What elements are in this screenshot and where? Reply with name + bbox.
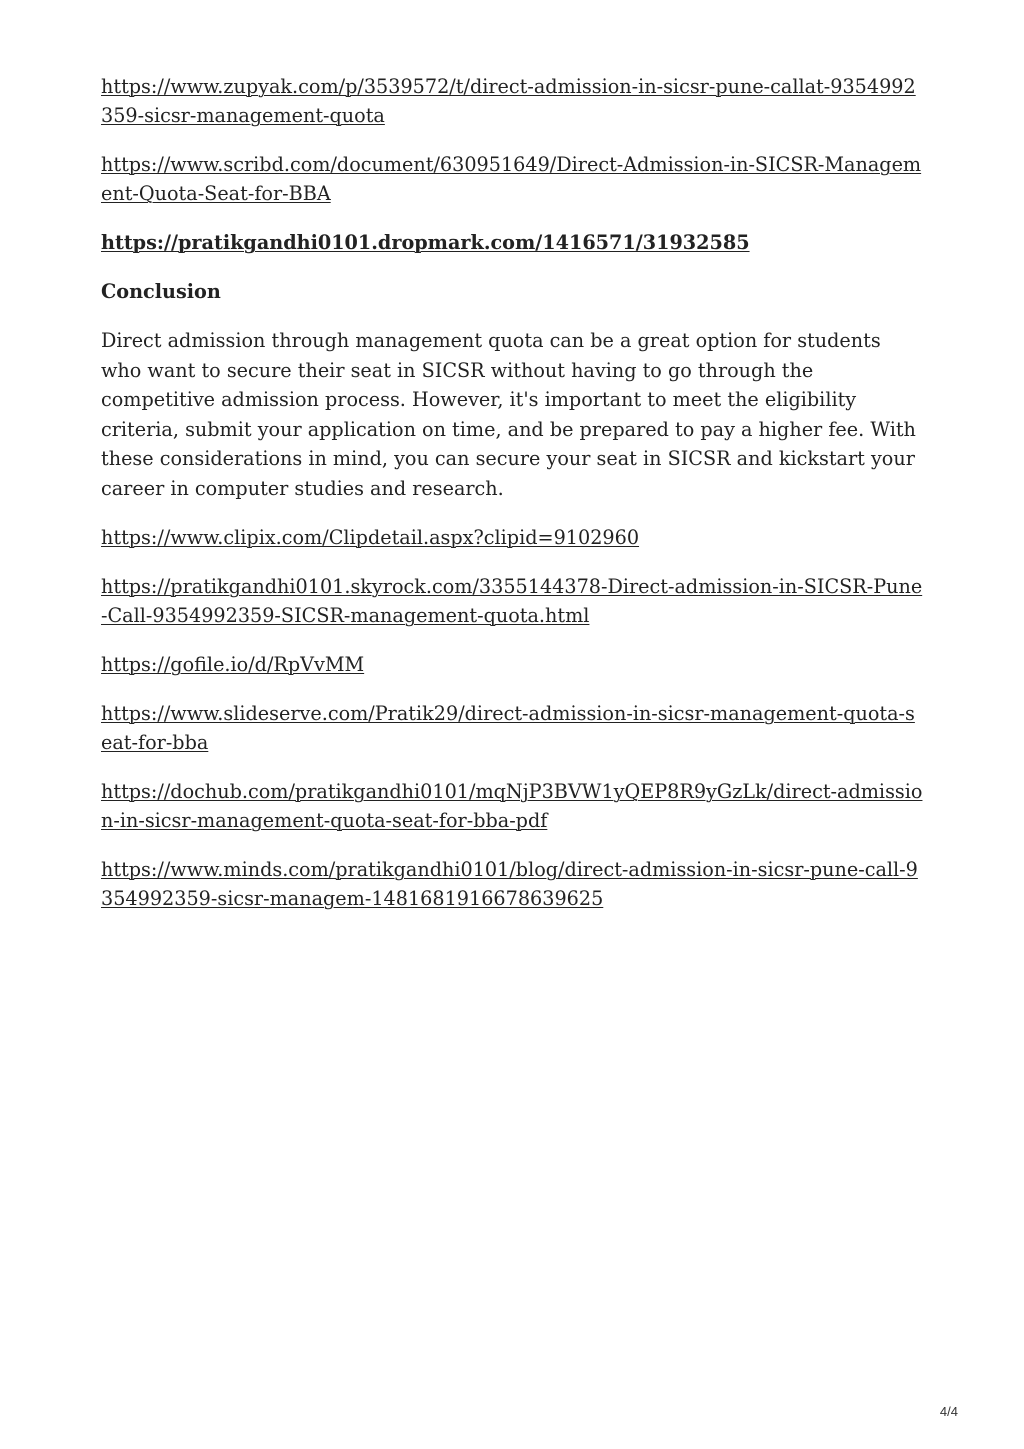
- paragraph-link-skyrock: [101, 572, 923, 630]
- paragraph-link-gofile: [101, 650, 923, 679]
- conclusion-body: Direct admission through management quota can be a great option for students who want to secure their seat in SICSR without having to go through the competitive admission process. However, it's important to meet the eligibility criteria, submit your application on time, and be prepared to pay a higher fee. With these considerations in mind, you can secure your seat in SICSR and kickstart your career in computer studies and research.: [101, 329, 916, 500]
- paragraph-link-scribd: [101, 150, 923, 208]
- paragraph-link-zupyak: [101, 72, 923, 130]
- link-clipix[interactable]: https://www.clipix.com/Clipdetail.aspx?clipid=9102960: [101, 526, 640, 549]
- paragraph-link-slideserve: [101, 699, 923, 757]
- link-scribd[interactable]: https://www.scribd.com/document/630951649/Direct-Admission-in-SICSR-Management-Quota-Seat-for-BBA: [101, 153, 922, 205]
- link-skyrock[interactable]: https://pratikgandhi0101.skyrock.com/3355144378-Direct-admission-in-SICSR-Pune-Call-9354992359-SICSR-management-quota.html: [101, 575, 923, 627]
- conclusion-heading: Conclusion: [101, 280, 221, 303]
- link-dochub[interactable]: https://dochub.com/pratikgandhi0101/mqNjP3BVW1yQEP8R9yGzLk/direct-admission-in-sicsr-management-quota-seat-for-bba-pdf: [101, 780, 923, 832]
- paragraph-link-dochub: [101, 777, 923, 835]
- link-gofile[interactable]: https://gofile.io/d/RpVvMM: [101, 653, 365, 676]
- document-content: [101, 72, 923, 933]
- paragraph-link-clipix: [101, 523, 923, 552]
- page-number: 4/4: [939, 1404, 958, 1419]
- link-zupyak[interactable]: https://www.zupyak.com/p/3539572/t/direct-admission-in-sicsr-pune-callat-9354992359-sicsr-management-quota: [101, 75, 916, 127]
- paragraph-link-dropmark: [101, 228, 923, 257]
- link-slideserve[interactable]: https://www.slideserve.com/Pratik29/direct-admission-in-sicsr-management-quota-seat-for-bba: [101, 702, 915, 754]
- paragraph-link-minds: [101, 855, 923, 913]
- link-minds[interactable]: https://www.minds.com/pratikgandhi0101/blog/direct-admission-in-sicsr-pune-call-9354992359-sicsr-managem-1481681916678639625: [101, 858, 918, 910]
- link-dropmark[interactable]: https://pratikgandhi0101.dropmark.com/1416571/31932585: [101, 231, 750, 254]
